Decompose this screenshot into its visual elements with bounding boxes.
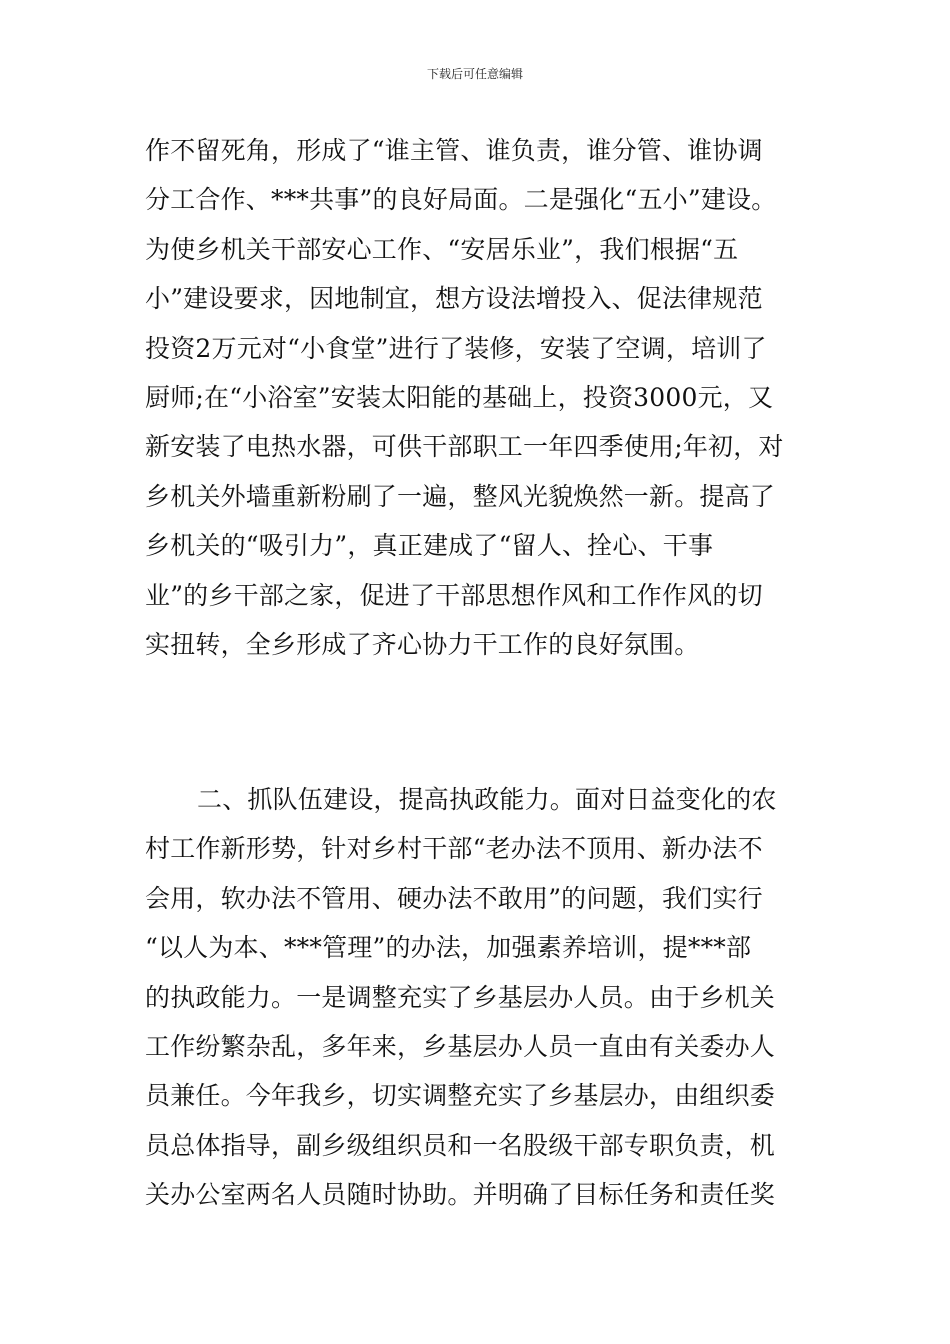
text-line: “以人为本、***管理”的办法，加强素养培训，提***部 [145, 933, 752, 963]
text-line: 实扭转，全乡形成了齐心协力干工作的良好氛围。 [145, 629, 700, 659]
text-line-first: 二、抓队伍建设，提高执政能力。面对日益变化的农 [197, 785, 777, 814]
text-line: 投资2万元对“小食堂”进行了装修，安装了空调，培训了 [145, 333, 767, 363]
text-line: 厨师;在“小浴室”安装太阳能的基础上，投资3000元，又 [145, 382, 774, 412]
text-line: 员兼任。今年我乡，切实调整充实了乡基层办，由组织委 [145, 1081, 776, 1111]
paragraph-2 [145, 775, 825, 1220]
text-line: 业”的乡干部之家，促进了干部思想作风和工作作风的切 [145, 580, 763, 610]
text-line: 员总体指导，副乡级组织员和一名股级干部专职负责，机 [145, 1130, 776, 1160]
paragraph-1 [145, 126, 825, 669]
text-line: 新安装了电热水器，可供干部职工一年四季使用;年初，对 [145, 432, 784, 462]
text-line: 乡机关的“吸引力”，真正建成了“留人、拴心、干事 [145, 531, 714, 561]
text-line: 小”建设要求，因地制宜，想方设法增投入、促法律规范 [145, 284, 763, 314]
text-line: 关办公室两名人员随时协助。并明确了目标任务和责任奖 [145, 1180, 776, 1210]
text-line: 乡机关外墙重新粉刷了一遍，整风光貌焕然一新。提高了 [145, 481, 776, 511]
page-header: 下载后可任意编辑 [426, 67, 523, 81]
text-line: 分工合作、***共事”的良好局面。二是强化“五小”建设。 [145, 185, 777, 215]
text-line: 为使乡机关干部安心工作、“安居乐业”，我们根据“五 [145, 234, 739, 264]
text-line: 工作纷繁杂乱，多年来，乡基层办人员一直由有关委办人 [145, 1031, 776, 1061]
text-line: 会用，软办法不管用、硬办法不敢用”的问题，我们实行 [145, 883, 763, 913]
text-line: 村工作新形势，针对乡村干部“老办法不顶用、新办法不 [145, 834, 763, 864]
text-line: 的执政能力。一是调整充实了乡基层办人员。由于乡机关 [145, 982, 776, 1012]
text-line: 作不留死角，形成了“谁主管、谁负责，谁分管、谁协调 [145, 136, 763, 165]
